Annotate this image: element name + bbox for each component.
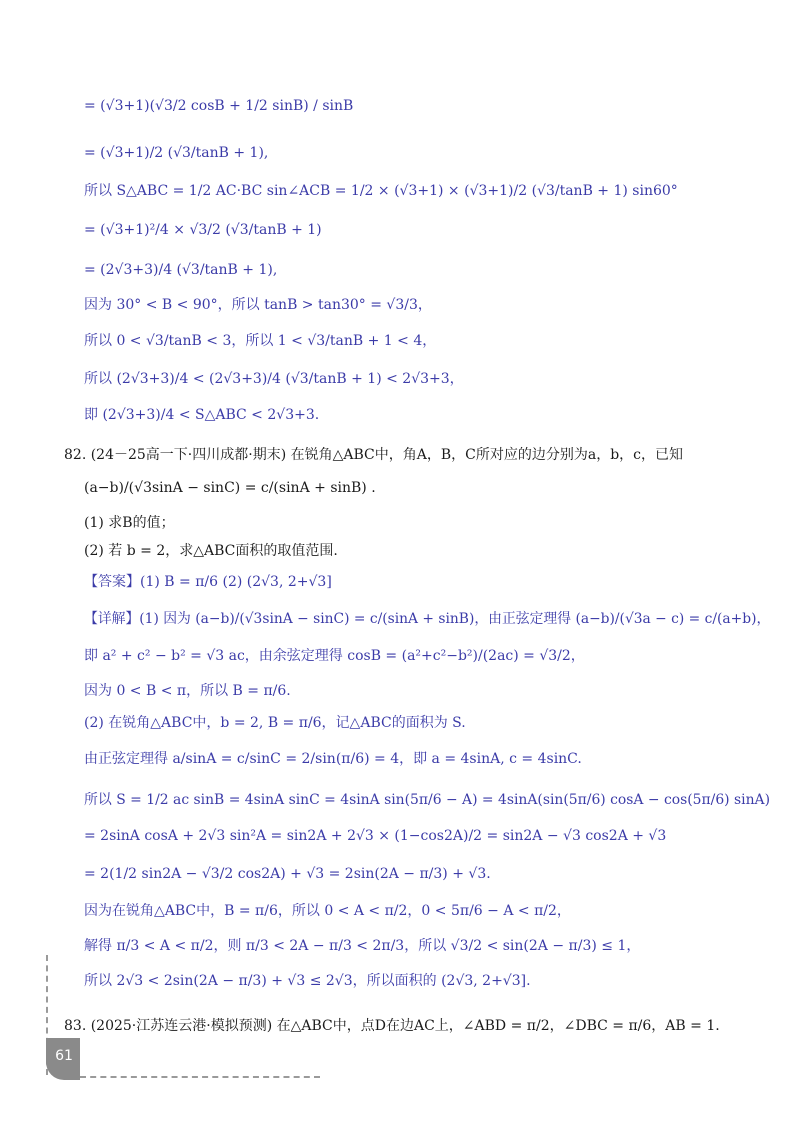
answer-line	[84, 574, 332, 591]
solution-line: = (√3+1)/2 (√3/tanB + 1),	[84, 145, 269, 161]
solution-line: 即 (2√3+3)/4 < S△ABC < 2√3+3.	[84, 407, 320, 423]
detail-line	[84, 611, 770, 628]
solution-line: 因为 30° < B < 90°，所以 tanB > tan30° = √3/3，	[84, 297, 432, 313]
problem-83	[64, 1018, 720, 1035]
problem-condition: (a−b)/(√3sinA − sinC) = c/(sinA + sinB) .	[84, 480, 376, 496]
detail-line: 由正弦定理得 a/sinA = c/sinC = 2/sin(π/6) = 4，即 a = 4sinA, c = 4sinC.	[84, 751, 582, 767]
question-2: (2) 若 b = 2，求△ABC面积的取值范围.	[84, 543, 338, 559]
solution-line: 所以 (2√3+3)/4 < (2√3+3)/4 (√3/tanB + 1) < 2√3+3，	[84, 371, 464, 387]
detail-line: 因为 0 < B < π，所以 B = π/6.	[84, 683, 291, 699]
detail-line: = 2sinA cosA + 2√3 sin²A = sin2A + 2√3 × (1−cos2A)/2 = sin2A − √3 cos2A + √3	[84, 828, 667, 844]
answer-tag: 【答案】	[84, 574, 140, 590]
problem-stem: 在锐角△ABC中，角A，B，C所对应的边分别为a，b，c，已知	[290, 447, 684, 463]
solution-line: = (√3+1)²/4 × √3/2 (√3/tanB + 1)	[84, 222, 322, 238]
detail-text: (1) 因为 (a−b)/(√3sinA − sinC) = c/(sinA + sinB)，由正弦定理得 (a−b)/(√3a − c) = c/(a+b)，	[139, 611, 771, 627]
problem-number: 83.	[64, 1018, 87, 1034]
detail-line: 所以 2√3 < 2sin(2A − π/3) + √3 ≤ 2√3，所以面积的 (2√3, 2+√3].	[84, 973, 531, 989]
footer-dashed-line	[80, 1076, 320, 1078]
solution-line: = (√3+1)(√3/2 cosB + 1/2 sinB) / sinB	[84, 98, 354, 114]
solution-line: = (2√3+3)/4 (√3/tanB + 1),	[84, 262, 278, 278]
problem-number: 82.	[64, 447, 87, 463]
problem-stem: 在△ABC中，点D在边AC上，∠ABD = π/2，∠DBC = π/6，AB = 1.	[276, 1018, 720, 1034]
detail-tag: 【详解】	[84, 611, 140, 627]
question-1: (1) 求B的值；	[84, 515, 175, 531]
problem-source: (24－25高一下·四川成都·期末)	[90, 447, 287, 463]
page-number: 61	[55, 1048, 73, 1064]
solution-line: 所以 0 < √3/tanB < 3，所以 1 < √3/tanB + 1 < 4，	[84, 333, 437, 349]
detail-line: 所以 S = 1/2 ac sinB = 4sinA sinC = 4sinA sin(5π/6 − A) = 4sinA(sin(5π/6) cosA − cos(5π/6) sinA)	[84, 792, 771, 808]
detail-line: 解得 π/3 < A < π/2，则 π/3 < 2A − π/3 < 2π/3，所以 √3/2 < sin(2A − π/3) ≤ 1，	[84, 938, 641, 954]
detail-line: 因为在锐角△ABC中，B = π/6，所以 0 < A < π/2，0 < 5π/6 − A < π/2，	[84, 903, 571, 919]
detail-line: (2) 在锐角△ABC中，b = 2, B = π/6，记△ABC的面积为 S.	[84, 715, 466, 731]
problem-heading	[64, 447, 683, 464]
solution-line: 所以 S△ABC = 1/2 AC·BC sin∠ACB = 1/2 × (√3+1) × (√3+1)/2 (√3/tanB + 1) sin60°	[84, 183, 678, 199]
answer-text: (1) B = π/6 (2) (2√3, 2+√3]	[140, 574, 332, 590]
detail-line: 即 a² + c² − b² = √3 ac，由余弦定理得 cosB = (a²+c²−b²)/(2ac) = √3/2，	[84, 648, 585, 664]
detail-line: = 2(1/2 sin2A − √3/2 cos2A) + √3 = 2sin(2A − π/3) + √3.	[84, 866, 491, 882]
problem-source: (2025·江苏连云港·模拟预测)	[90, 1018, 273, 1034]
